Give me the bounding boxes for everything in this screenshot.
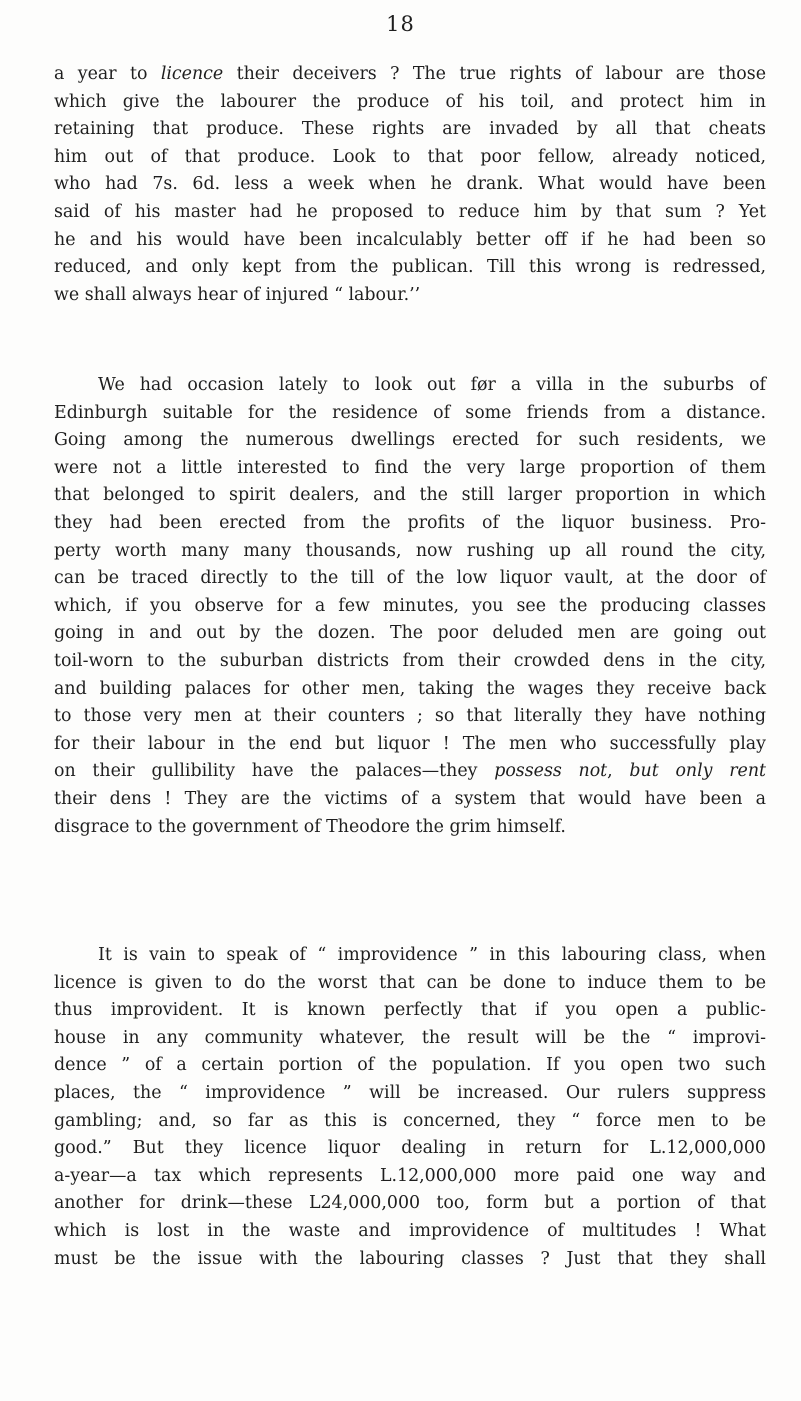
text-line: they had been erected from the profits of the liquor business. Pro- [54, 512, 766, 533]
text-line: on their gullibility have the palaces—they possess not, but only rent [54, 761, 767, 782]
text-line: retaining that produce. These rights are invaded by all that cheats [54, 119, 766, 140]
text-line: him out of that produce. Look to that poor fellow, already noticed, [54, 146, 766, 167]
text-line: It is vain to speak of “ improvidence ” in this labouring class, when [98, 945, 766, 965]
text-line: Edinburgh suitable for the residence of some friends from a distance. [54, 402, 766, 423]
text-line: he and his would have been incalculably better off if he had been so [54, 229, 766, 250]
text-line: for their labour in the end but liquor ! The men who successfully play [54, 733, 766, 754]
text-line: places, the “ improvidence ” will be increased. Our rulers suppress [54, 1082, 766, 1103]
text-line: were not a little interested to find the very large proportion of them [54, 457, 766, 478]
text-line: going in and out by the dozen. The poor deluded men are going out [54, 623, 766, 644]
text-line: a year to licence their deceivers ? The true rights of labour are those [54, 64, 766, 84]
text-line: which, if you observe for a few minutes, you see the producing classes [54, 595, 766, 616]
text-line: which give the labourer the produce of his toil, and protect him in [54, 91, 766, 112]
paragraph-2 [54, 372, 766, 841]
text-line: Going among the numerous dwellings erected for such residents, we [54, 430, 766, 451]
text-line: licence is given to do the worst that can be done to induce them to be [54, 972, 766, 993]
paragraph-1 [54, 61, 766, 309]
text-line: perty worth many many thousands, now rushing up all round the city, [54, 540, 766, 561]
text-line: that belonged to spirit dealers, and the still larger proportion in which [54, 485, 766, 506]
text-line: toil-worn to the suburban districts from their crowded dens in the city, [54, 650, 766, 671]
text-line: another for drink—these L24,000,000 too, form but a portion of that [54, 1193, 766, 1214]
text-line: we shall always hear of injured “ labour.’’ [54, 284, 421, 305]
text-line: house in any community whatever, the result will be the “ improvi- [54, 1027, 766, 1048]
text-line: dence ” of a certain portion of the population. If you open two such [54, 1055, 766, 1076]
text-line: must be the issue with the labouring classes ? Just that they shall [54, 1248, 766, 1269]
text-line: We had occasion lately to look out før a villa in the suburbs of [98, 375, 766, 395]
text-line: can be traced directly to the till of the low liquor vault, at the door of [54, 568, 766, 589]
page-number: 18 [386, 12, 415, 36]
text-line: gambling; and, so far as this is concerned, they “ force men to be [54, 1110, 766, 1131]
text-line: and building palaces for other men, taking the wages they receive back [54, 678, 766, 699]
text-line: thus improvident. It is known perfectly that if you open a public- [54, 1000, 766, 1021]
text-line: disgrace to the government of Theodore the grim himself. [54, 816, 566, 837]
text-line: a-year—a tax which represents L.12,000,000 more paid one way and [54, 1165, 766, 1186]
paragraph-3 [54, 942, 766, 1273]
text-line: good.” But they licence liquor dealing in return for L.12,000,000 [54, 1138, 766, 1159]
text-line: who had 7s. 6d. less a week when he drank. What would have been [54, 174, 766, 195]
text-line: reduced, and only kept from the publican. Till this wrong is redressed, [54, 257, 766, 278]
text-line: their dens ! They are the victims of a system that would have been a [54, 788, 766, 809]
text-line: which is lost in the waste and improvidence of multitudes ! What [54, 1220, 766, 1241]
text-line: to those very men at their counters ; so that literally they have nothing [54, 706, 766, 727]
text-line: said of his master had he proposed to reduce him by that sum ? Yet [54, 201, 766, 222]
